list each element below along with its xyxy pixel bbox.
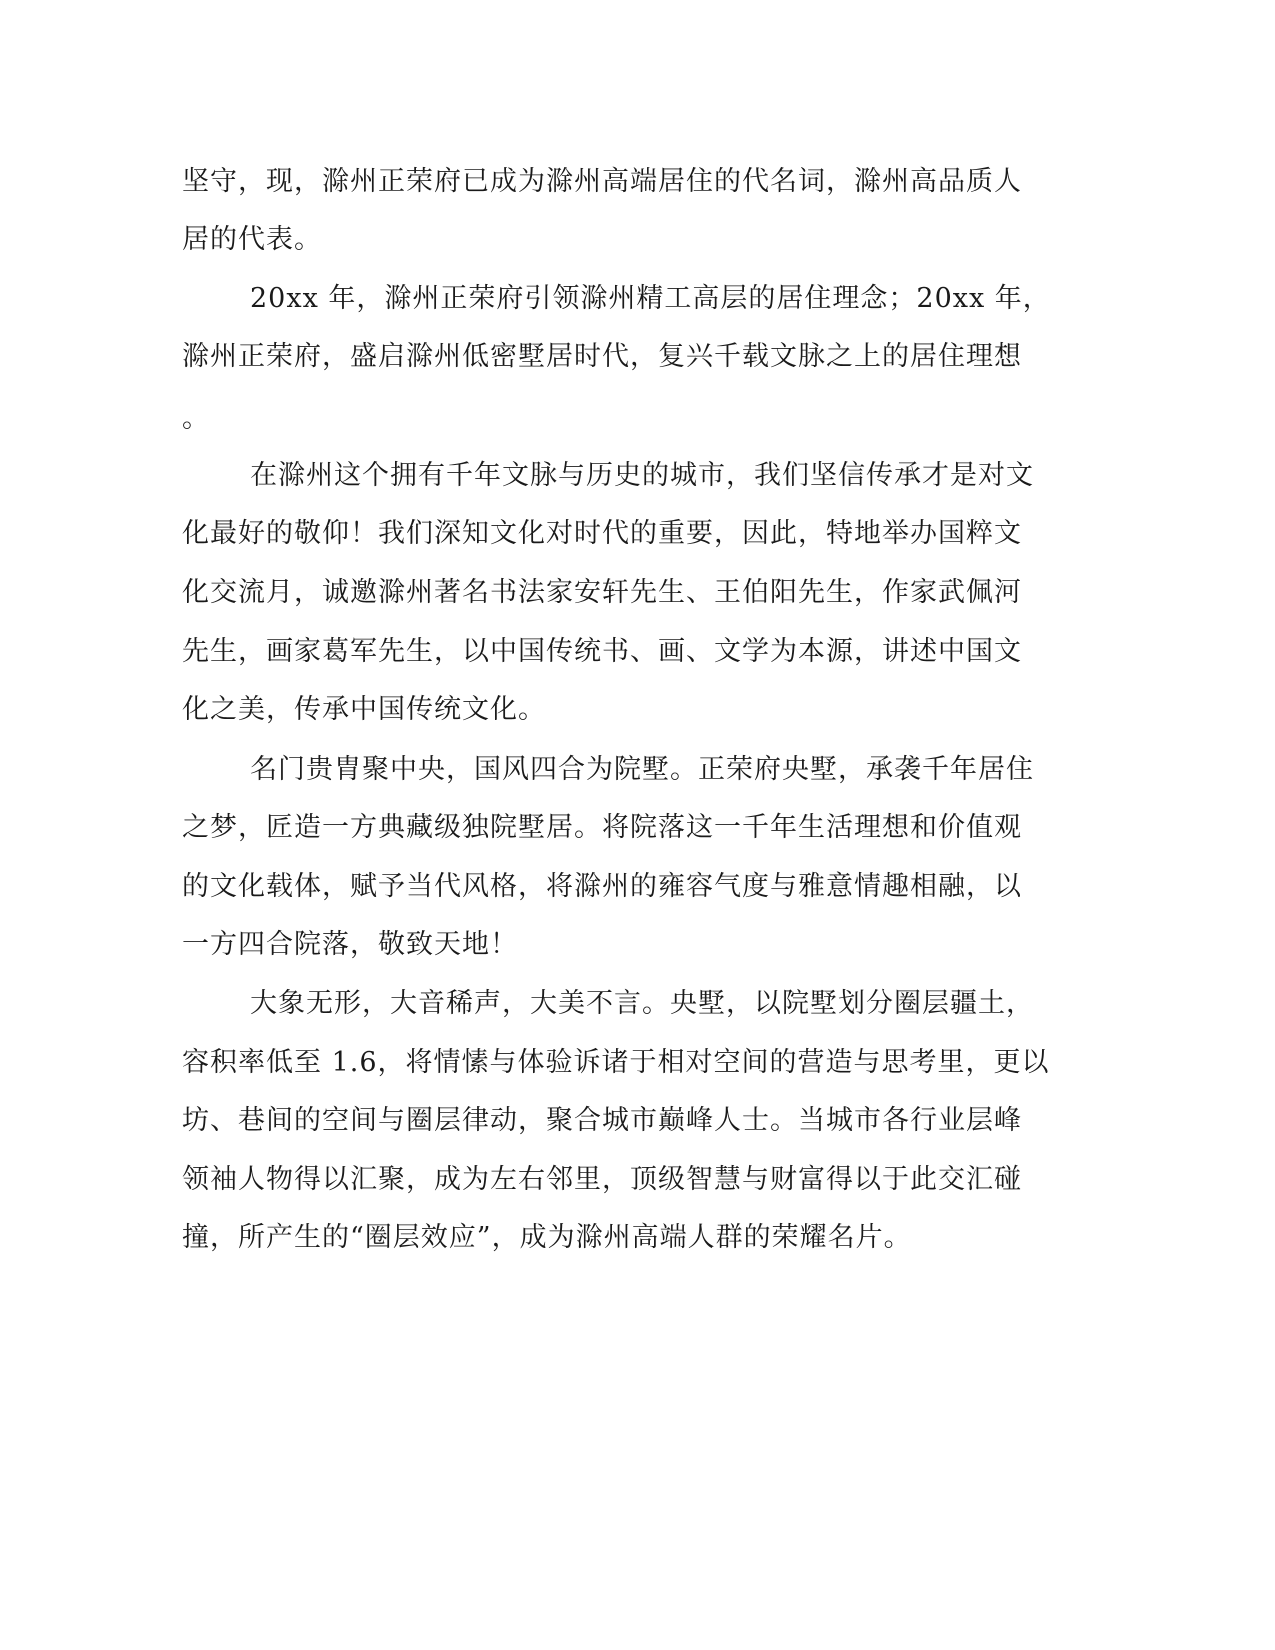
line-text: 20xx 年，滁州正荣府引领滁州精工高层的居住理念；20xx 年， — [250, 283, 1051, 314]
line-text: 。 — [182, 403, 210, 434]
line-text: 居的代表。 — [182, 224, 322, 255]
text-line — [0, 1101, 1275, 1141]
text-line — [0, 632, 1275, 672]
text-line — [0, 573, 1275, 613]
text-line — [0, 514, 1275, 554]
line-text: 的文化载体，赋予当代风格，将滁州的雍容气度与雅意情趣相融，以 — [182, 871, 1022, 902]
line-text: 化之美，传承中国传统文化。 — [182, 694, 546, 725]
line-text: 化交流月，诚邀滁州著名书法家安轩先生、王伯阳先生，作家武佩河 — [182, 577, 1022, 608]
line-text: 化最好的敬仰！我们深知文化对时代的重要，因此，特地举办国粹文 — [182, 518, 1022, 549]
line-text: 在滁州这个拥有千年文脉与历史的城市，我们坚信传承才是对文 — [250, 460, 1034, 491]
text-line — [0, 162, 1275, 202]
line-text: 滁州正荣府，盛启滁州低密墅居时代，复兴千载文脉之上的居住理想 — [182, 341, 1022, 372]
line-text: 领袖人物得以汇聚，成为左右邻里，顶级智慧与财富得以于此交汇碰 — [182, 1164, 1022, 1195]
line-text: 先生，画家葛军先生，以中国传统书、画、文学为本源，讲述中国文 — [182, 636, 1022, 667]
line-text: 容积率低至 1.6，将情愫与体验诉诸于相对空间的营造与思考里，更以 — [182, 1047, 1050, 1078]
text-line — [0, 984, 1275, 1024]
line-text: 坚守，现，滁州正荣府已成为滁州高端居住的代名词，滁州高品质人 — [182, 166, 1022, 197]
text-line — [0, 1160, 1275, 1200]
text-line — [0, 690, 1275, 730]
text-line — [0, 279, 1275, 319]
text-line — [0, 867, 1275, 907]
text-line — [0, 750, 1275, 790]
line-text: 坊、巷间的空间与圈层律动，聚合城市巅峰人士。当城市各行业层峰 — [182, 1105, 1022, 1136]
line-text: 之梦，匠造一方典藏级独院墅居。将院落这一千年生活理想和价值观 — [182, 812, 1022, 843]
line-text: 撞，所产生的“圈层效应”，成为滁州高端人群的荣耀名片。 — [182, 1222, 912, 1253]
text-line — [0, 808, 1275, 848]
text-line — [0, 925, 1275, 965]
text-line — [0, 220, 1275, 260]
text-line — [0, 337, 1275, 377]
line-text: 大象无形，大音稀声，大美不言。央墅，以院墅划分圈层疆土， — [250, 988, 1034, 1019]
line-text: 名门贵胄聚中央，国风四合为院墅。正荣府央墅，承袭千年居住 — [250, 754, 1034, 785]
text-line — [0, 456, 1275, 496]
text-line — [0, 1043, 1275, 1083]
text-line — [0, 399, 1275, 439]
text-line — [0, 1218, 1275, 1258]
line-text: 一方四合院落，敬致天地！ — [182, 929, 518, 960]
